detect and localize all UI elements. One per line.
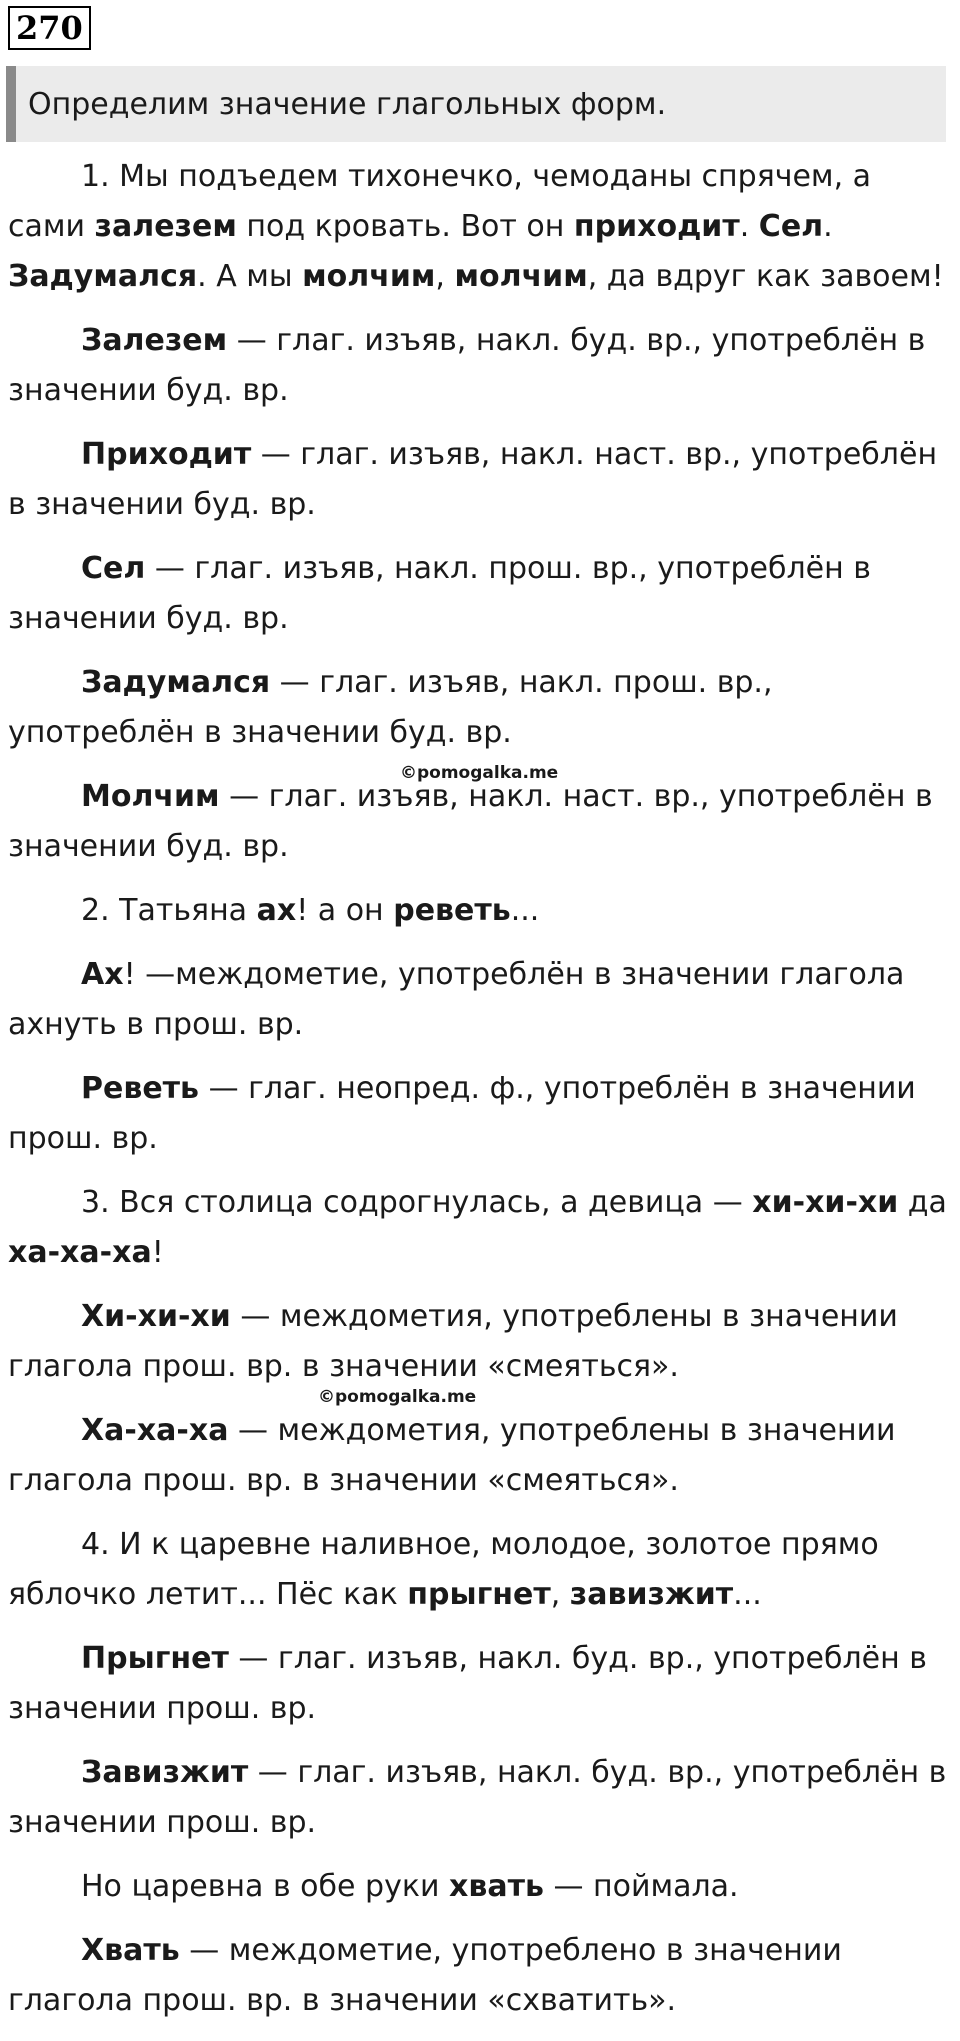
bold-term: Ах: [81, 957, 124, 992]
text-run: 4. И к царевне наливное, молодое, золотое прямо яблочко летит... Пёс как: [8, 1527, 879, 1612]
paragraph: [8, 772, 952, 872]
paragraph: [8, 430, 952, 530]
text-run: — междометие, употреблено в значении глагола прош. вр. в значении «схватить».: [8, 1933, 842, 2018]
text-run: . А мы: [197, 259, 303, 294]
bold-term: молчим: [302, 259, 436, 294]
text-run: — поймала.: [543, 1869, 739, 1904]
text-run: — междометия, употреблены в значении глагола прош. вр. в значении «смеяться».: [8, 1413, 896, 1498]
paragraph: [8, 1748, 952, 1848]
paragraph: [8, 886, 952, 936]
text-run: Но царевна в обе руки: [81, 1869, 449, 1904]
section-heading-text: Определим значение глагольных форм.: [28, 86, 667, 122]
paragraph: [8, 1178, 952, 1278]
bold-term: Хвать: [81, 1933, 180, 1968]
bold-term: хи-хи-хи: [752, 1185, 899, 1220]
text-run: — глаг. изъяв, накл. наст. вр., употреблён в значении буд. вр.: [8, 437, 938, 522]
text-run: ...: [510, 893, 540, 928]
answer-text: [8, 152, 952, 2040]
text-run: ! —междометие, употреблён в значении глагола ахнуть в прош. вр.: [8, 957, 905, 1042]
bold-term: Сел: [81, 551, 146, 586]
text-run: — глаг. изъяв, накл. буд. вр., употреблён в значении прош. вр.: [8, 1641, 927, 1726]
watermark: ©pomogalka.me: [400, 763, 559, 783]
bold-term: завизжит: [569, 1577, 734, 1612]
bold-term: залезем: [94, 209, 237, 244]
bold-term: Залезем: [81, 323, 228, 358]
paragraph: [8, 1926, 952, 2026]
text-run: да: [898, 1185, 947, 1220]
paragraph: [8, 544, 952, 644]
text-run: ,: [435, 259, 455, 294]
text-run: !: [151, 1235, 164, 1270]
text-run: 2. Татьяна: [81, 893, 257, 928]
text-run: — междометия, употреблены в значении глагола прош. вр. в значении «смеяться».: [8, 1299, 898, 1384]
bold-term: Хи-хи-хи: [81, 1299, 231, 1334]
paragraph: [8, 316, 952, 416]
paragraph: [8, 1862, 952, 1912]
bold-term: реветь: [393, 893, 511, 928]
bold-term: приходит: [573, 209, 740, 244]
watermark: ©pomogalka.me: [318, 1387, 477, 1407]
task-number: 270: [8, 6, 91, 50]
bold-term: Молчим: [81, 779, 220, 814]
paragraph: [8, 950, 952, 1050]
paragraph: [8, 152, 952, 302]
text-run: 3. Вся столица содрогнулась, а девица —: [81, 1185, 753, 1220]
bold-term: ах: [256, 893, 297, 928]
paragraph: [8, 1634, 952, 1734]
paragraph: [8, 1406, 952, 1506]
paragraph: [8, 1292, 952, 1392]
bold-term: ха-ха-ха: [8, 1235, 152, 1270]
bold-term: молчим: [454, 259, 588, 294]
bold-term: Задумался: [81, 665, 271, 700]
bold-term: Приходит: [81, 437, 252, 472]
bold-term: Реветь: [81, 1071, 200, 1106]
text-run: 1. Мы подъедем тихонечко, чемоданы спрячем, а сами: [8, 159, 872, 244]
paragraph: [8, 658, 952, 758]
text-run: — глаг. изъяв, накл. прош. вр., употреблён в значении буд. вр.: [8, 665, 773, 750]
text-run: .: [739, 209, 759, 244]
bold-term: Ха-ха-ха: [81, 1413, 229, 1448]
text-run: — глаг. изъяв, накл. буд. вр., употреблён в значении прош. вр.: [8, 1755, 947, 1840]
bold-term: Прыгнет: [81, 1641, 229, 1676]
section-heading: [6, 66, 946, 142]
bold-term: Задумался: [8, 259, 198, 294]
text-run: — глаг. изъяв, накл. прош. вр., употреблён в значении буд. вр.: [8, 551, 871, 636]
text-run: .: [823, 209, 833, 244]
bold-term: прыгнет: [407, 1577, 551, 1612]
text-run: — глаг. изъяв, накл. буд. вр., употреблён в значении буд. вр.: [8, 323, 926, 408]
text-run: ! а он: [296, 893, 394, 928]
text-run: под кровать. Вот он: [236, 209, 574, 244]
text-run: — глаг. изъяв, накл. наст. вр., употреблён в значении буд. вр.: [8, 779, 933, 864]
paragraph: [8, 1520, 952, 1620]
text-run: ...: [733, 1577, 762, 1612]
paragraph: [8, 1064, 952, 1164]
bold-term: хвать: [448, 1869, 544, 1904]
text-run: , да вдруг как завоем!: [587, 259, 944, 294]
text-run: — глаг. неопред. ф., употреблён в значении прош. вр.: [8, 1071, 916, 1156]
text-run: ,: [550, 1577, 570, 1612]
bold-term: Завизжит: [81, 1755, 249, 1790]
bold-term: Сел: [758, 209, 824, 244]
